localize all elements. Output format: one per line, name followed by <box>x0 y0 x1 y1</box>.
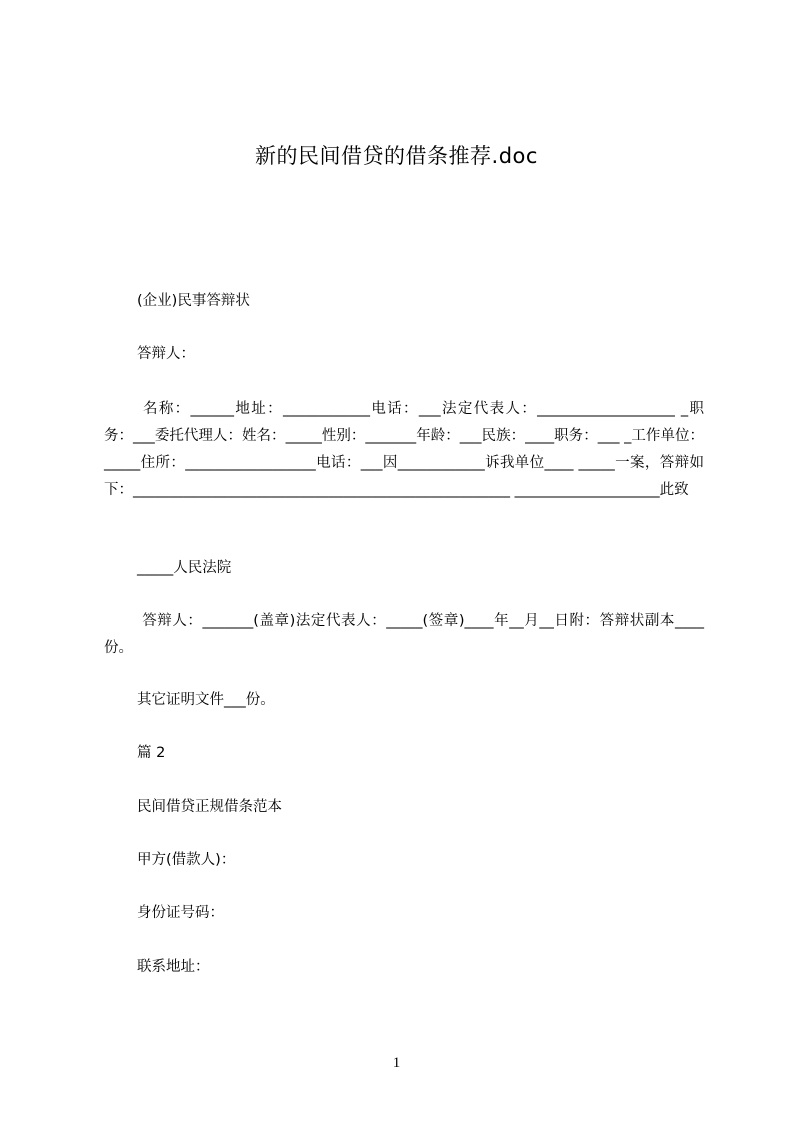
paragraph-signature: 答辩人：_______(盖章)法定代表人：_____(签章)____年__月__日附：答辩状副本____份。 <box>104 613 704 656</box>
paragraph-defense-heading: (企业)民事答辩状 <box>137 293 250 309</box>
document-title: 新的民间借贷的借条推荐.doc <box>255 144 538 168</box>
paragraph-address: 联系地址： <box>137 959 210 975</box>
paragraph-other-documents: 其它证明文件___份。 <box>137 692 275 708</box>
paragraph-respondent-details: 名称：______地址：____________电话：___法定代表人：___________________ _职务：___委托代理人：姓名：_____性别：_______年龄：___民族：____职务：___ _工作单位：_____住所：__________________电话：___因____________诉我单位____ _____一案，答辩如下：____________________________________________________ ____________________此致 <box>104 401 704 498</box>
paragraph-id-number: 身份证号码： <box>137 905 224 921</box>
paragraph-respondent-label: 答辩人： <box>137 346 195 362</box>
paragraph-loan-template-heading: 民间借贷正规借条范本 <box>137 799 282 815</box>
paragraph-section-2: 篇 2 <box>137 745 166 761</box>
paragraph-party-a: 甲方(借款人)： <box>137 852 236 868</box>
page-number: 1 <box>392 1055 401 1071</box>
paragraph-court: _____人民法院 <box>137 560 232 576</box>
